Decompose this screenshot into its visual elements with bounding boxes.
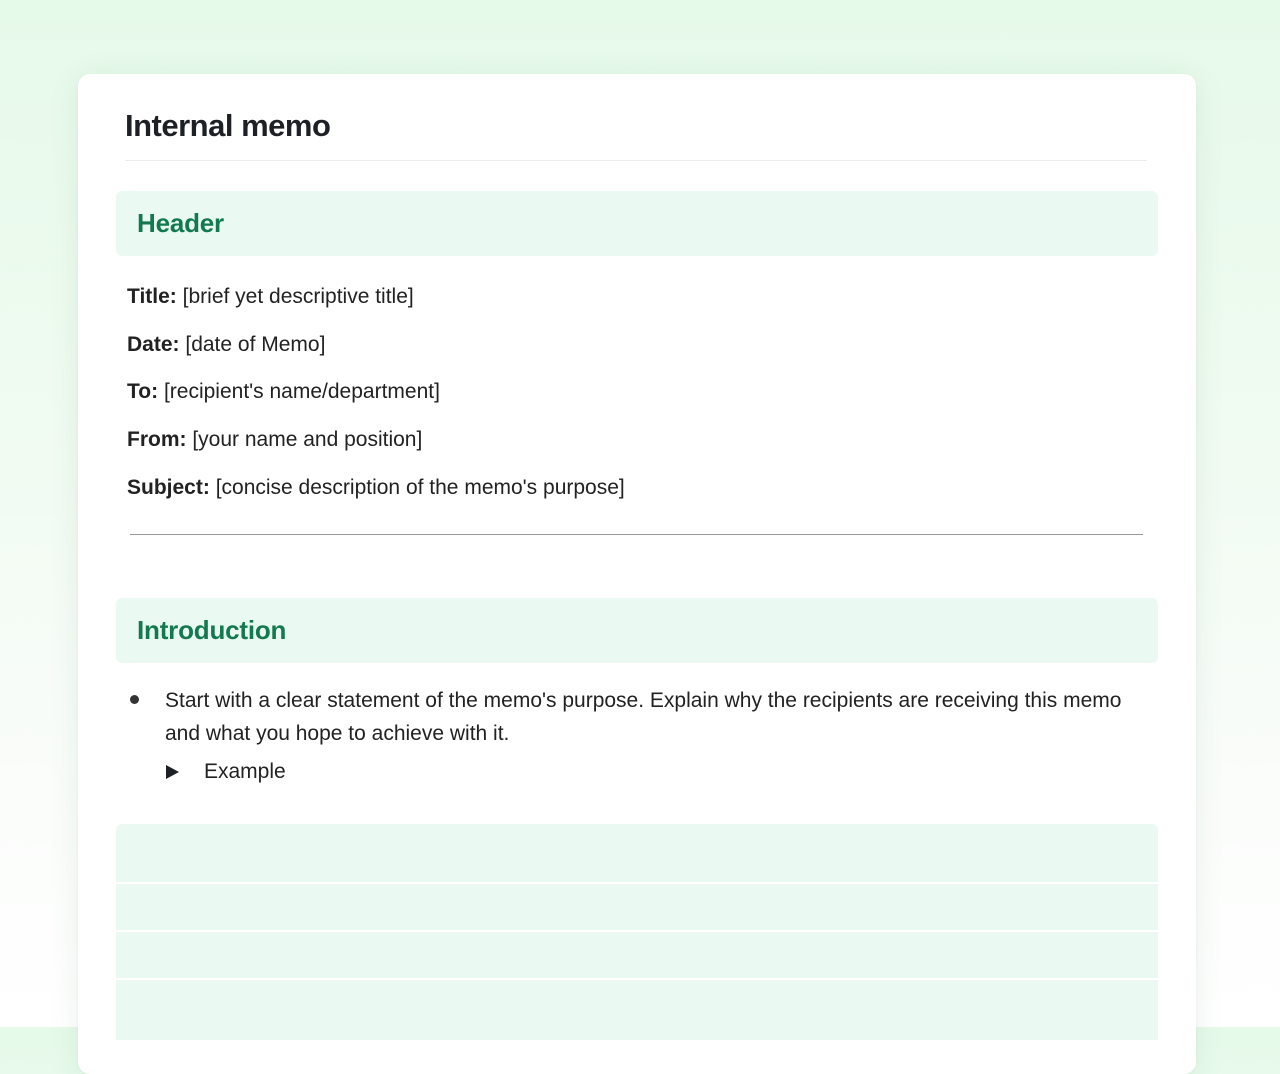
empty-section-block — [116, 932, 1158, 978]
field-from — [127, 426, 625, 474]
empty-section-block — [116, 824, 1158, 882]
field-label: Subject: — [127, 475, 210, 499]
header-field-list — [127, 283, 625, 521]
page-title: Internal memo — [125, 108, 331, 143]
empty-section-block — [116, 884, 1158, 930]
bullet-dot-icon — [130, 695, 139, 704]
field-title — [127, 283, 625, 331]
field-label: To: — [127, 380, 159, 404]
field-value: [concise description of the memo's purpose] — [215, 475, 625, 499]
field-to — [127, 378, 625, 426]
section-header-heading-block — [116, 191, 1158, 256]
field-date — [127, 331, 625, 379]
section-heading-header: Header — [137, 208, 224, 238]
field-value: [recipient's name/department] — [163, 380, 440, 404]
empty-section-block — [116, 980, 1158, 1040]
field-label: Title: — [127, 285, 177, 308]
field-label: From: — [127, 428, 187, 452]
section-heading-introduction: Introduction — [137, 615, 287, 645]
title-divider — [125, 160, 1147, 161]
example-toggle-label[interactable]: Example — [204, 760, 286, 783]
section-introduction-heading-block — [116, 598, 1158, 663]
field-value: [date of Memo] — [185, 332, 326, 356]
field-value: [brief yet descriptive title] — [182, 285, 414, 308]
field-value: [your name and position] — [192, 428, 423, 452]
field-label: Date: — [127, 332, 180, 356]
bullet-text: Start with a clear statement of the memo's purpose. Explain why the recipients are receiving this memo and what you hope to achieve with it. — [165, 689, 1122, 745]
triangle-right-icon[interactable] — [166, 765, 179, 779]
memo-card — [78, 74, 1196, 1074]
field-subject — [127, 474, 625, 522]
horizontal-rule — [130, 534, 1143, 535]
